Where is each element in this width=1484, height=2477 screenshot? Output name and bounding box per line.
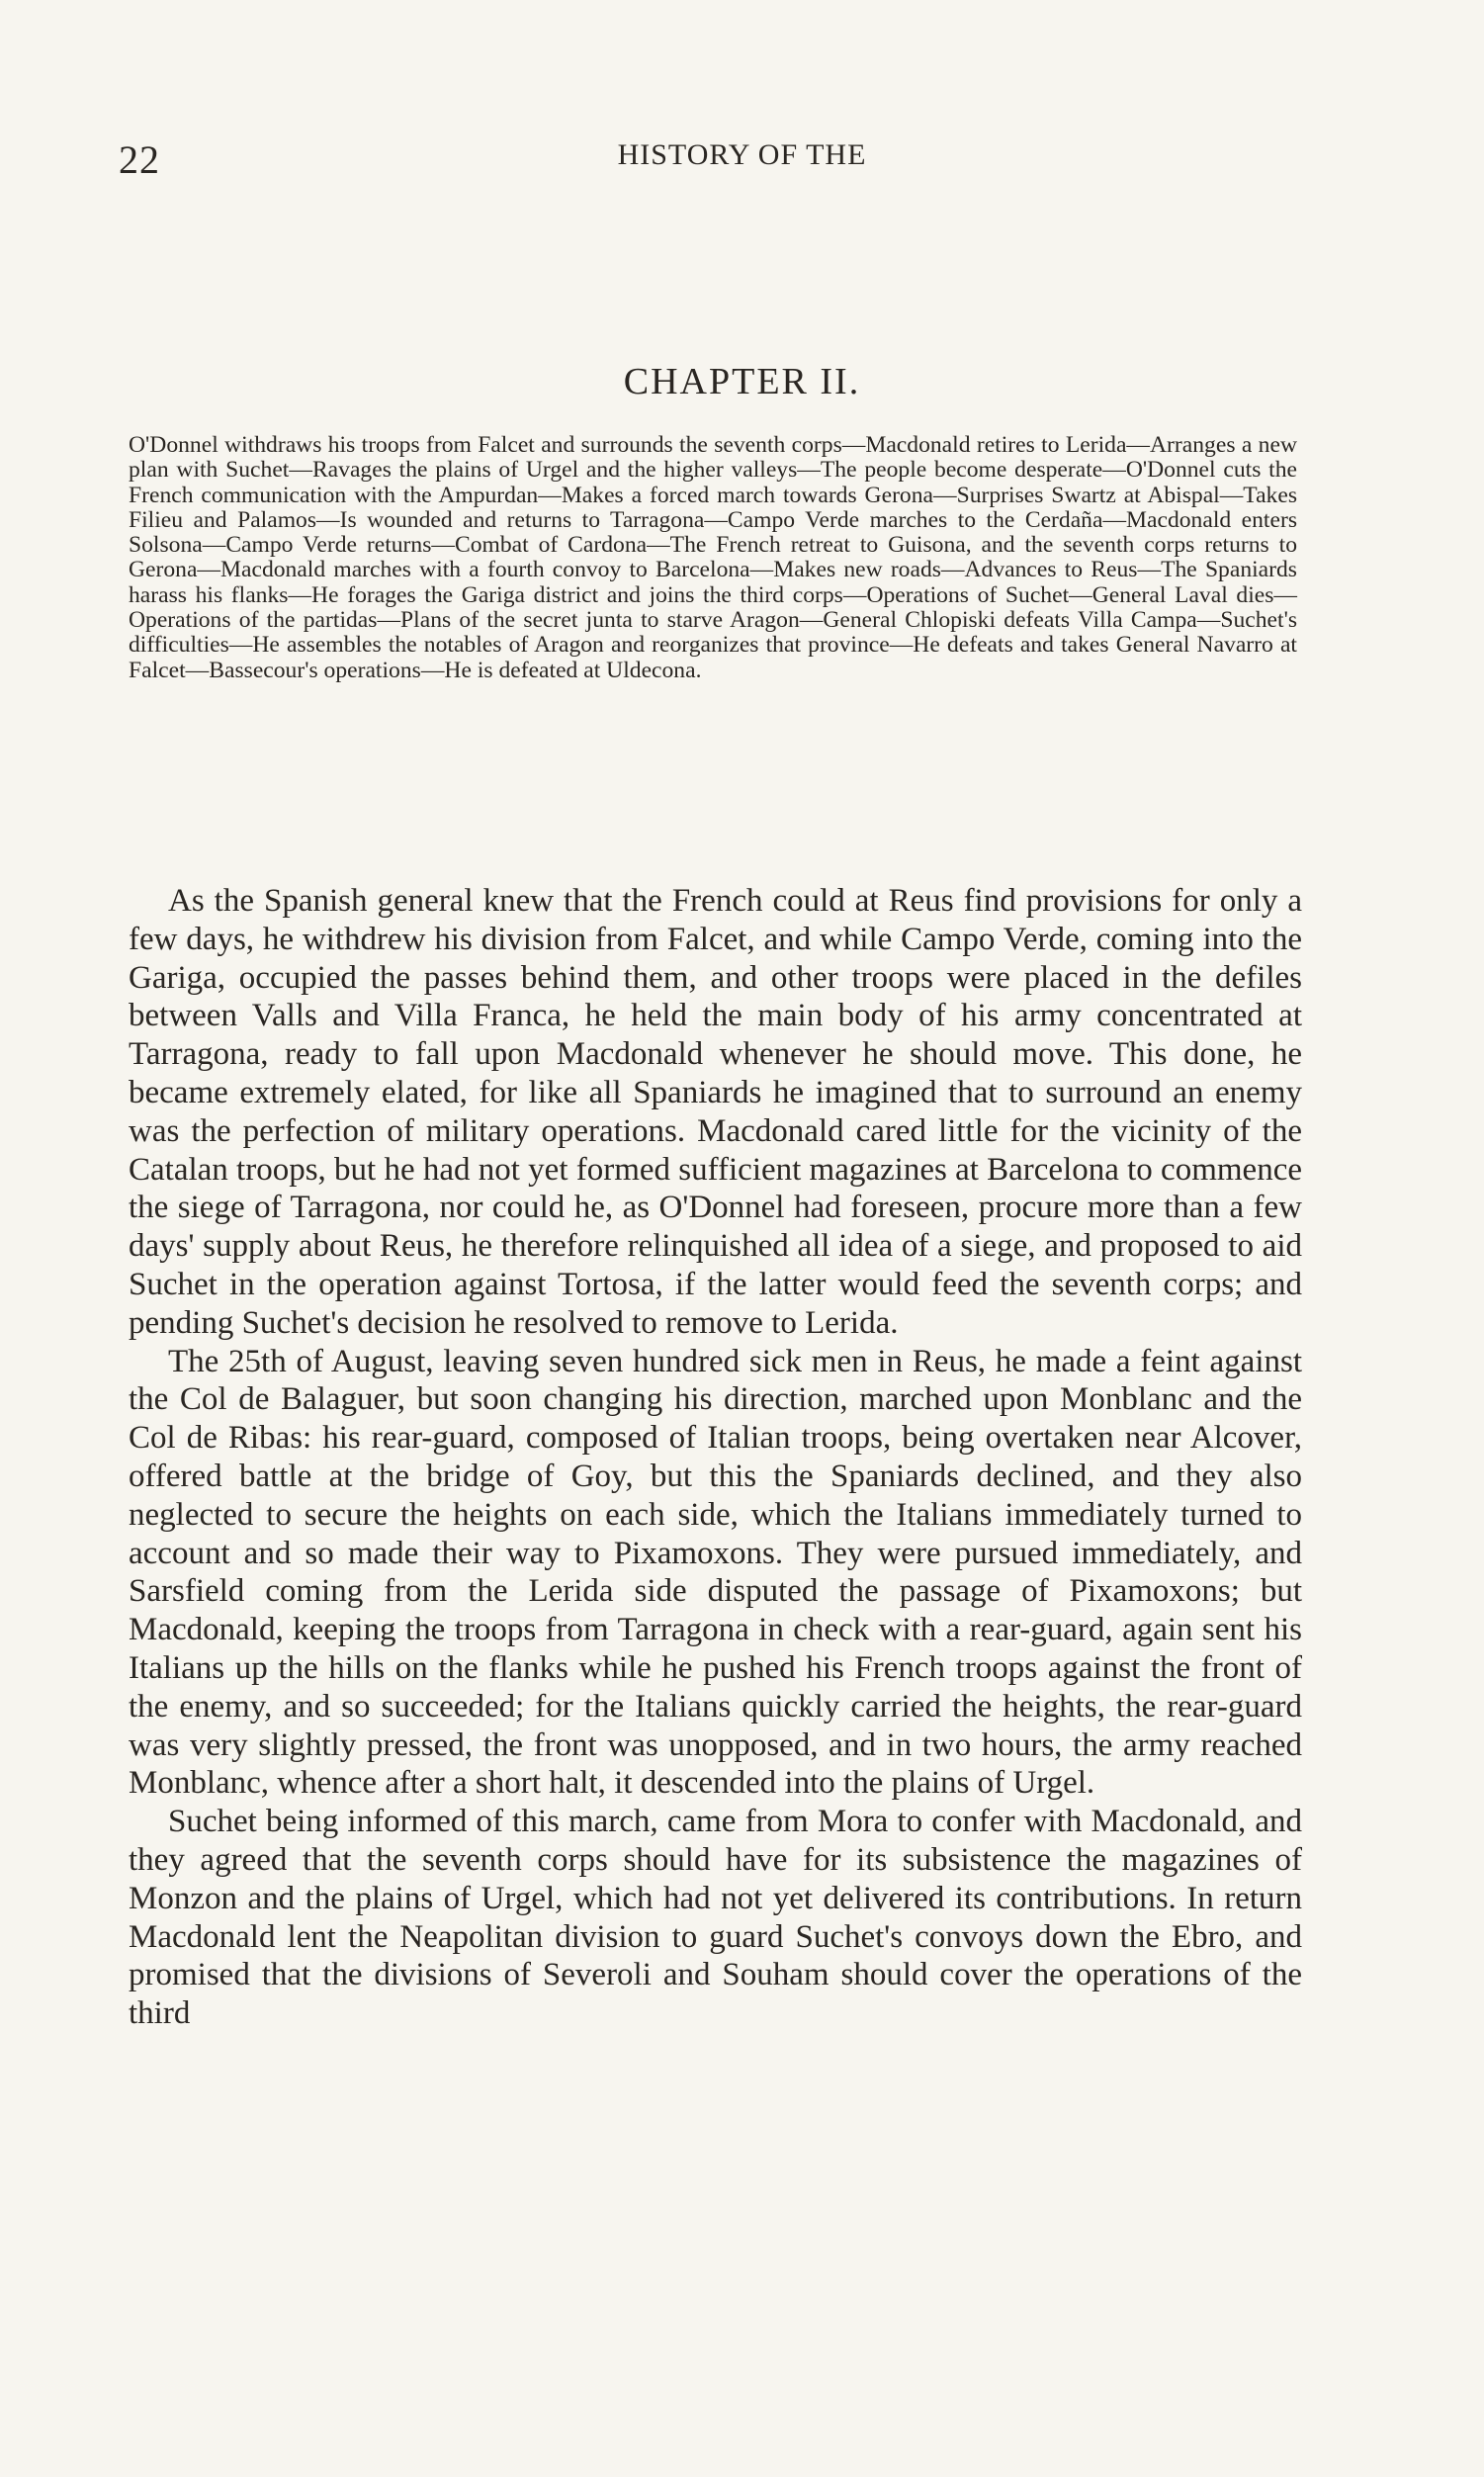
chapter-title: CHAPTER II.	[623, 361, 861, 402]
chapter-summary: O'Donnel withdraws his troops from Falcet and surrounds the seventh corps—Macdonald retires to Lerida—Arranges a new plan with Suchet—Ravages the plains of Urgel and the higher valleys—The people become desperate—O'Donnel cuts the French communication with the Ampurdan—Makes a forced march towards Gerona—Surprises Swartz at Abispal—Takes Filieu and Palamos—Is wounded and returns to Tarragona—Campo Verde marches to the Cerdaña—Macdonald enters Solsona—Campo Verde returns—Combat of Cardona—The French retreat to Guisona, and the seventh corps returns to Gerona—Macdonald marches with a fourth convoy to Barcelona—Makes new roads—Advances to Reus—The Spaniards harass his flanks—He forages the Gariga district and joins the third corps—Operations of Suchet—General Laval dies—Operations of the partidas—Plans of the secret junta to starve Aragon—General Chlopiski defeats Villa Campa—Suchet's difficulties—He assembles the notables of Aragon and reorganizes that province—He defeats and takes General Navarro at Falcet—Bassecour's operations—He is defeated at Uldecona.	[129, 432, 1297, 683]
paragraph: Suchet being informed of this march, came from Mora to confer with Macdonald, and they agreed that the seventh corps should have for its subsistence the magazines of Monzon and the plains of Urgel, which had not yet delivered its contributions. In return Macdonald lent the Neapolitan division to guard Suchet's convoys down the Ebro, and promised that the divisions of Severoli and Souham should cover the operations of the third	[129, 1804, 1302, 2032]
body-text	[129, 882, 1302, 2033]
paragraph: The 25th of August, leaving seven hundred sick men in Reus, he made a feint against the Col de Balaguer, but soon changing his direction, marched upon Monblanc and the Col de Ribas: his rear-guard, composed of Italian troops, being overtaken near Alcover, offered battle at the bridge of Goy, but this the Spaniards declined, and they also neglected to secure the heights on each side, which the Italians immediately turned to account and so made their way to Pixamoxons. They were pursued immediately, and Sarsfield coming from the Lerida side disputed the passage of Pixamoxons; but Macdonald, keeping the troops from Tarragona in check with a rear-guard, again sent his Italians up the hills on the flanks while he pushed his French troops against the front of the enemy, and so succeeded; for the Italians quickly carried the heights, the rear-guard was very slightly pressed, the front was unopposed, and in two hours, the army reached Monblanc, whence after a short halt, it descended into the plains of Urgel.	[129, 1343, 1302, 1802]
paragraph: As the Spanish general knew that the French could at Reus find provisions for only a few days, he withdrew his division from Falcet, and while Campo Verde, coming into the Gariga, occupied the passes behind them, and other troops were placed in the defiles between Valls and Villa Franca, he held the main body of his army concentrated at Tarragona, ready to fall upon Macdonald whenever he should move. This done, he became extremely elated, for like all Spaniards he imagined that to surround an enemy was the perfection of military operations. Macdonald cared little for the vicinity of the Catalan troops, but he had not yet formed sufficient magazines at Barcelona to commence the siege of Tarragona, nor could he, as O'Donnel had foreseen, procure more than a few days' supply about Reus, he therefore relinquished all idea of a siege, and proposed to aid Suchet in the operation against Tortosa, if the latter would feed the seventh corps; and pending Suchet's decision he resolved to remove to Lerida.	[129, 883, 1302, 1341]
running-title: HISTORY OF THE	[617, 138, 867, 171]
page-number: 22	[119, 137, 160, 182]
